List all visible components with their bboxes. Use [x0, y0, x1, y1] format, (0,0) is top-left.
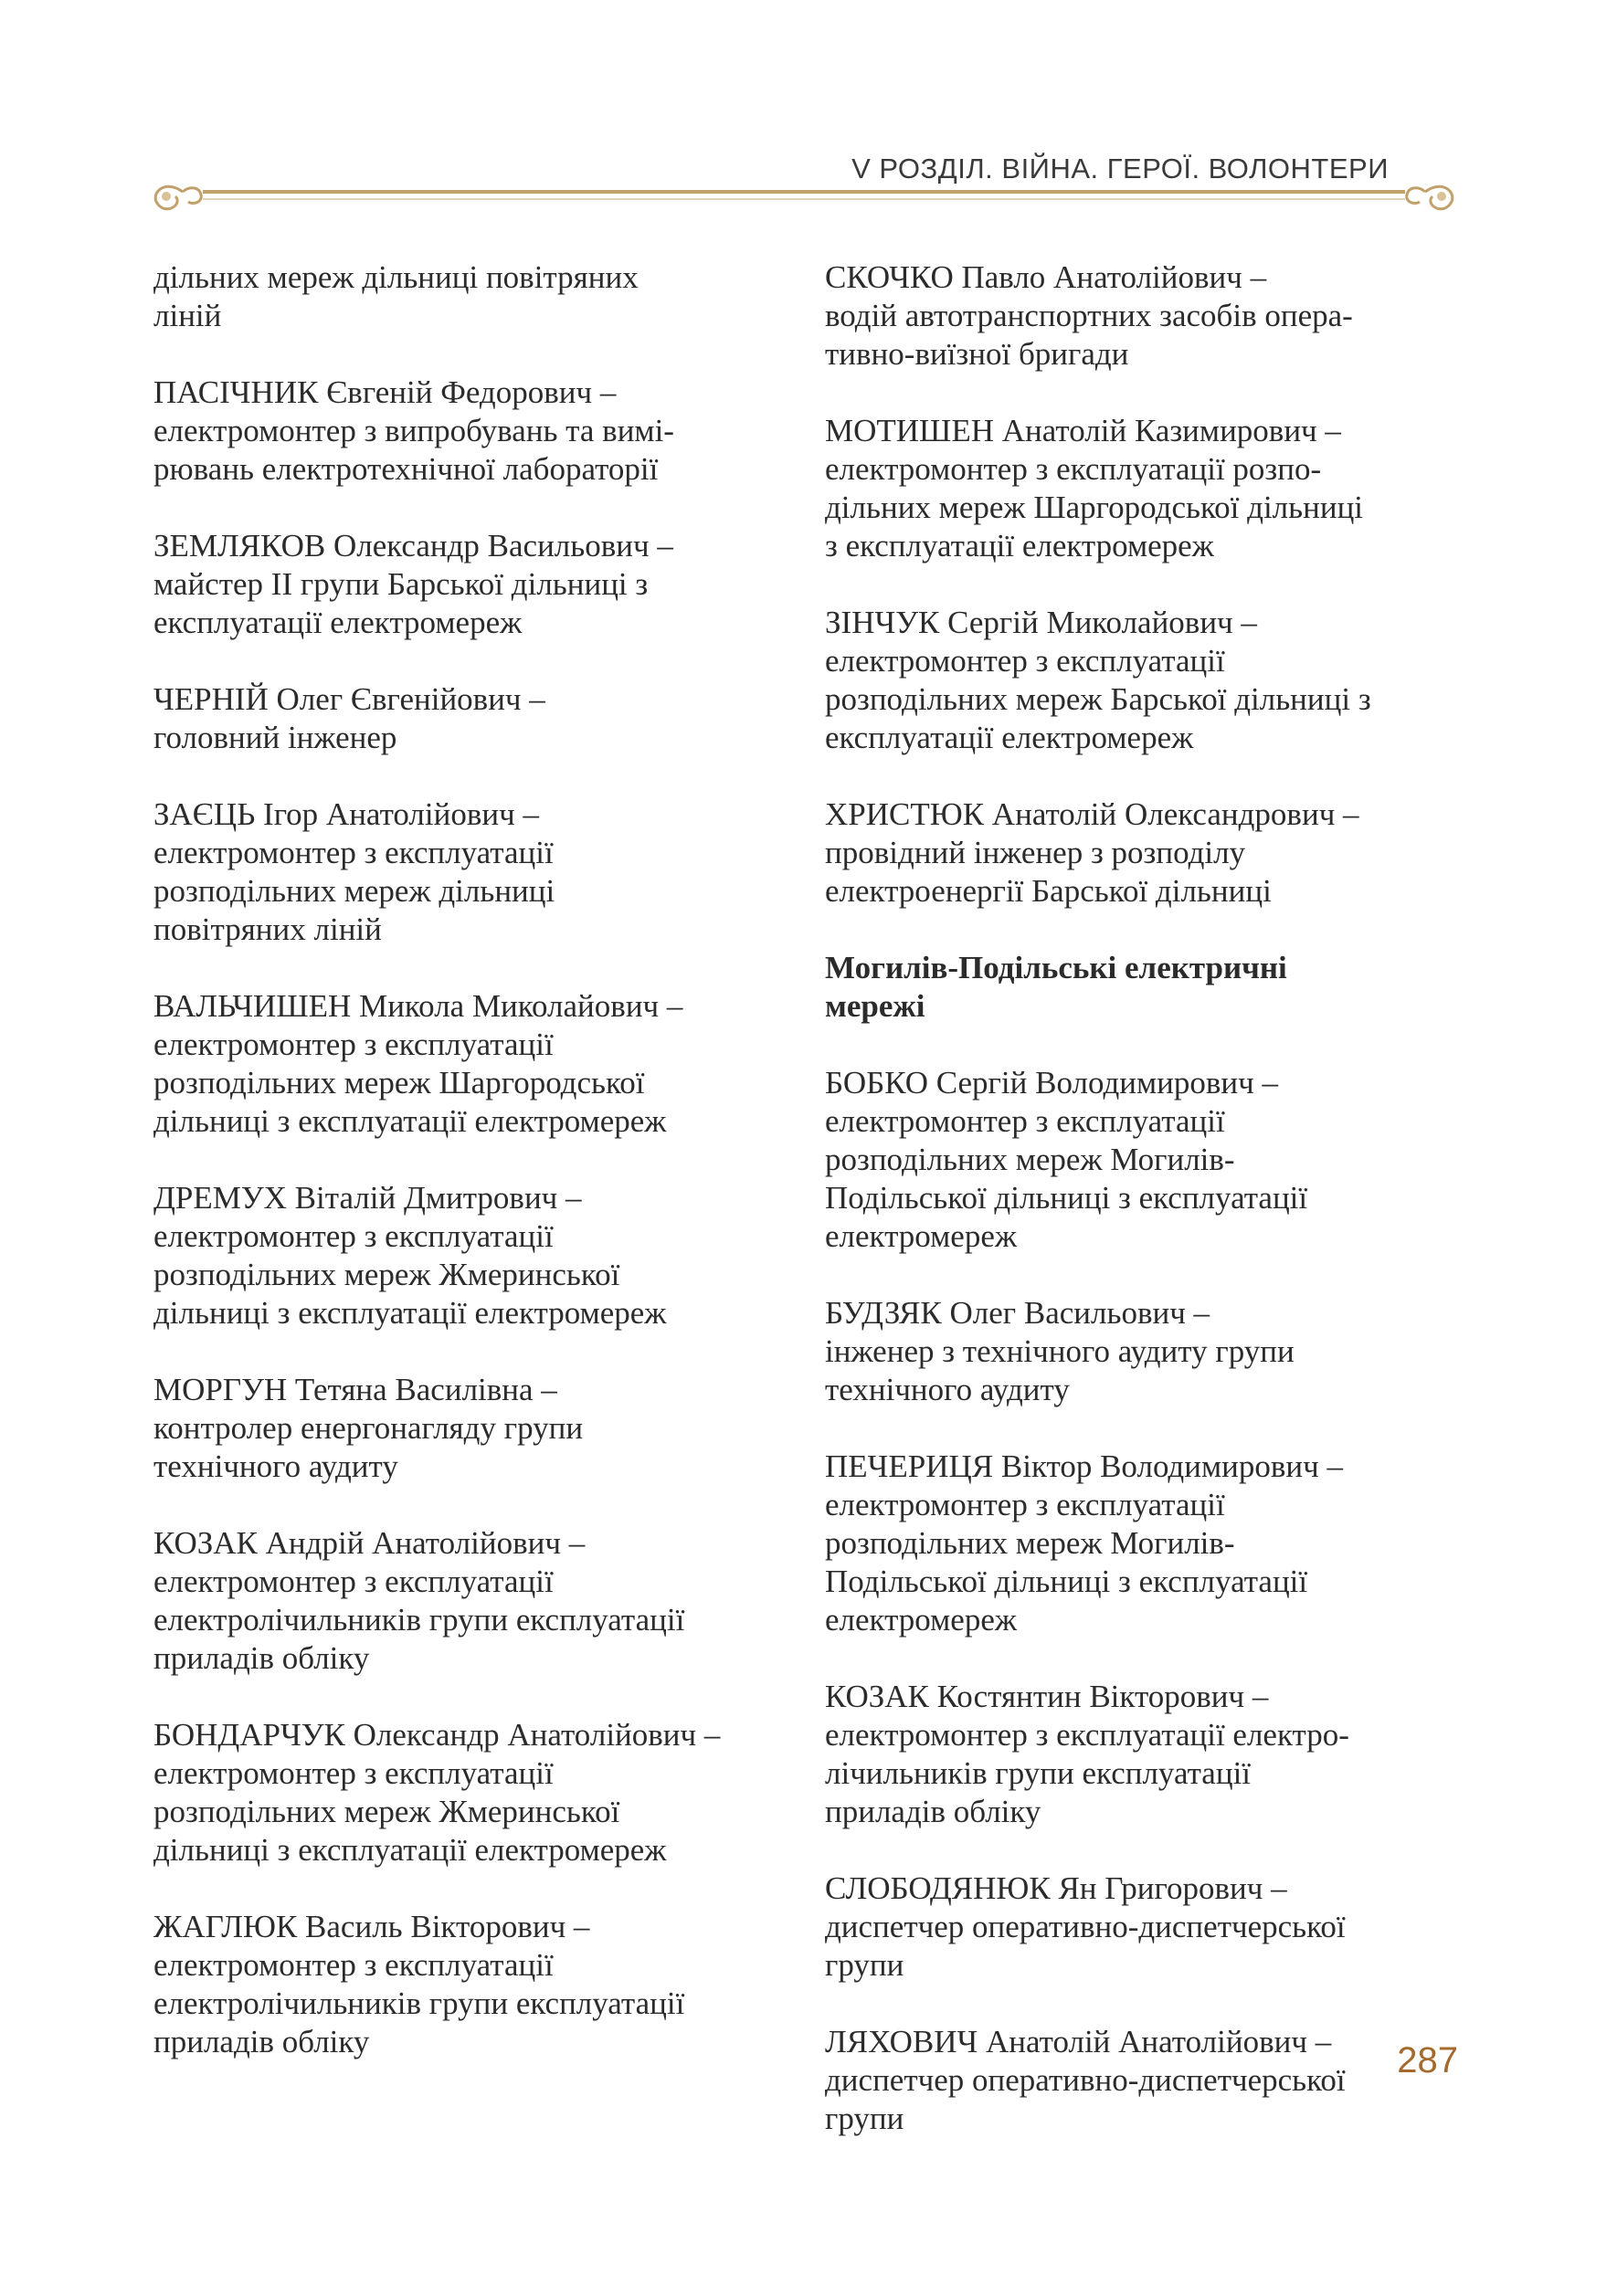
- person-entry: [825, 1869, 1464, 1985]
- person-entry: [825, 1678, 1464, 1831]
- person-entry: [153, 258, 793, 335]
- person-role-line: електролічильників групи експлуатації: [153, 1602, 685, 1638]
- running-header: [146, 151, 1462, 233]
- person-role-line: електромонтер з експлуатації: [153, 1027, 554, 1062]
- person-role-line: лічильників групи експлуатації: [825, 1755, 1252, 1791]
- person-role-line: розподільних мереж Могилів-: [825, 1142, 1235, 1177]
- person-name-line: ДРЕМУХ Віталій Дмитрович –: [153, 1180, 582, 1216]
- person-name-line: ЗІНЧУК Сергій Миколайович –: [825, 605, 1257, 640]
- person-role-line: рювань електротехнічної лабораторії: [153, 451, 659, 487]
- person-role-line: головний інженер: [153, 720, 397, 755]
- person-name-line: дільних мереж дільниці повітряних: [153, 259, 639, 295]
- person-role-line: електромонтер з експлуатації розпо-: [825, 451, 1322, 487]
- person-role-line: водій автотранспортних засобів опера-: [825, 298, 1353, 333]
- person-role-line: майстер ІІ групи Барської дільниці з: [153, 566, 649, 602]
- person-entry: [153, 680, 793, 757]
- person-role-line: технічного аудиту: [153, 1448, 398, 1484]
- person-role-line: електромонтер з експлуатації електро-: [825, 1717, 1349, 1753]
- person-entry: [825, 795, 1464, 911]
- person-name-line: ЗАЄЦЬ Ігор Анатолійович –: [153, 796, 539, 832]
- person-name-line: СЛОБОДЯНЮК Ян Григорович –: [825, 1870, 1287, 1906]
- person-role-line: експлуатації електромереж: [153, 605, 523, 640]
- person-name-line: БУДЗЯК Олег Васильович –: [825, 1295, 1210, 1331]
- person-role-line: електроенергії Барської дільниці: [825, 873, 1272, 909]
- person-role-line: електромереж: [825, 1218, 1018, 1254]
- person-name-line: МОРГУН Тетяна Василівна –: [153, 1372, 557, 1407]
- person-name-line: ВАЛЬЧИШЕН Микола Миколайович –: [153, 988, 683, 1024]
- person-role-line: електромонтер з експлуатації: [153, 1218, 554, 1254]
- person-role-line: електромонтер з експлуатації: [825, 643, 1225, 679]
- person-entry: [825, 2023, 1464, 2138]
- person-role-line: електромонтер з експлуатації: [825, 1103, 1225, 1139]
- person-role-line: групи: [825, 1947, 904, 1983]
- person-role-line: електромонтер з експлуатації: [153, 1755, 554, 1791]
- person-name-line: СКОЧКО Павло Анатолійович –: [825, 259, 1267, 295]
- section-title: V РОЗДІЛ. ВІЙНА. ГЕРОЇ. ВОЛОНТЕРИ: [851, 153, 1389, 184]
- person-role-line: групи: [825, 2101, 904, 2136]
- section-heading-line: Могилів-Подільські електричні: [825, 950, 1287, 985]
- person-role-line: тивно-виїзної бригади: [825, 336, 1129, 372]
- person-name-line: КОЗАК Костянтин Вікторович –: [825, 1679, 1269, 1714]
- person-entry: [153, 527, 793, 642]
- person-role-line: інженер з технічного аудиту групи: [825, 1333, 1295, 1369]
- person-role-line: дільниці з експлуатації електромереж: [153, 1832, 667, 1868]
- right-column-entries-bottom: [825, 1064, 1464, 2138]
- person-role-line: електромонтер з випробувань та вимі-: [153, 413, 674, 448]
- person-role-line: технічного аудиту: [825, 1372, 1070, 1407]
- person-role-line: електромонтер з експлуатації: [153, 1947, 554, 1983]
- person-role-line: розподільних мереж Барської дільниці з: [825, 681, 1371, 717]
- person-entry: [153, 1371, 793, 1486]
- person-role-line: експлуатації електромереж: [825, 720, 1194, 755]
- person-entry: [825, 258, 1464, 374]
- person-role-line: дільниці з експлуатації електромереж: [153, 1295, 667, 1331]
- person-role-line: Подільської дільниці з експлуатації: [825, 1180, 1308, 1216]
- person-role-line: приладів обліку: [153, 1640, 370, 1676]
- person-name-line: ПАСІЧНИК Євгеній Федорович –: [153, 374, 617, 410]
- person-role-line: диспетчер оперативно-диспетчерської: [825, 2062, 1346, 2098]
- person-name-line: ЛЯХОВИЧ Анатолій Анатолійович –: [825, 2024, 1332, 2059]
- person-role-line: розподільних мереж дільниці: [153, 873, 555, 909]
- person-name-line: ЧЕРНІЙ Олег Євгенійович –: [153, 681, 545, 717]
- left-column: [153, 258, 793, 2100]
- person-role-line: розподільних мереж Жмеринської: [153, 1794, 620, 1829]
- person-name-line: ПЕЧЕРИЦЯ Віктор Володимирович –: [825, 1448, 1343, 1484]
- person-role-line: електромереж: [825, 1602, 1018, 1638]
- person-role-line: приладів обліку: [153, 2024, 370, 2059]
- person-role-line: Подільської дільниці з експлуатації: [825, 1564, 1308, 1599]
- person-role-line: електролічильників групи експлуатації: [153, 1985, 685, 2021]
- person-name-line: КОЗАК Андрій Анатолійович –: [153, 1525, 586, 1561]
- person-name-line: ЗЕМЛЯКОВ Олександр Васильович –: [153, 528, 673, 563]
- person-role-line: розподільних мереж Жмеринської: [153, 1257, 620, 1292]
- section-heading-line: мережі: [825, 988, 925, 1024]
- person-role-line: розподільних мереж Шаргородської: [153, 1065, 645, 1101]
- right-column-entries-top: [825, 258, 1464, 911]
- person-role-line: приладів обліку: [825, 1794, 1041, 1829]
- person-role-line: електромонтер з експлуатації: [153, 1564, 554, 1599]
- person-entry: [825, 1448, 1464, 1639]
- person-entry: [825, 1294, 1464, 1409]
- person-role-line: розподільних мереж Могилів-: [825, 1525, 1235, 1561]
- person-role-line: диспетчер оперативно-диспетчерської: [825, 1909, 1346, 1944]
- person-name-line: БОНДАРЧУК Олександр Анатолійович –: [153, 1717, 721, 1753]
- person-entry: [153, 1716, 793, 1869]
- person-entry: [825, 604, 1464, 757]
- person-entry: [153, 795, 793, 949]
- section-heading: [825, 949, 1464, 1026]
- right-column: [825, 258, 1464, 2176]
- page-number: 287: [1397, 2040, 1458, 2080]
- person-role-line: ліній: [153, 298, 222, 333]
- person-role-line: дільниці з експлуатації електромереж: [153, 1103, 667, 1139]
- person-entry: [153, 374, 793, 489]
- person-name-line: МОТИШЕН Анатолій Казимирович –: [825, 413, 1341, 448]
- person-role-line: дільних мереж Шаргородської дільниці: [825, 490, 1364, 525]
- person-entry: [825, 1064, 1464, 1256]
- person-role-line: електромонтер з експлуатації: [825, 1487, 1225, 1522]
- person-name-line: БОБКО Сергій Володимирович –: [825, 1065, 1278, 1101]
- person-name-line: ЖАГЛЮК Василь Вікторович –: [153, 1909, 590, 1944]
- person-role-line: контролер енергонагляду групи: [153, 1410, 584, 1446]
- person-entry: [825, 412, 1464, 565]
- person-name-line: ХРИСТЮК Анатолій Олександрович –: [825, 796, 1359, 832]
- person-entry: [153, 1179, 793, 1332]
- person-role-line: з експлуатації електромереж: [825, 528, 1214, 563]
- person-entry: [153, 1524, 793, 1678]
- person-role-line: електромонтер з експлуатації: [153, 835, 554, 870]
- person-role-line: повітряних ліній: [153, 911, 382, 947]
- person-entry: [153, 1908, 793, 2061]
- person-entry: [153, 987, 793, 1141]
- person-role-line: провідний інженер з розподілу: [825, 835, 1246, 870]
